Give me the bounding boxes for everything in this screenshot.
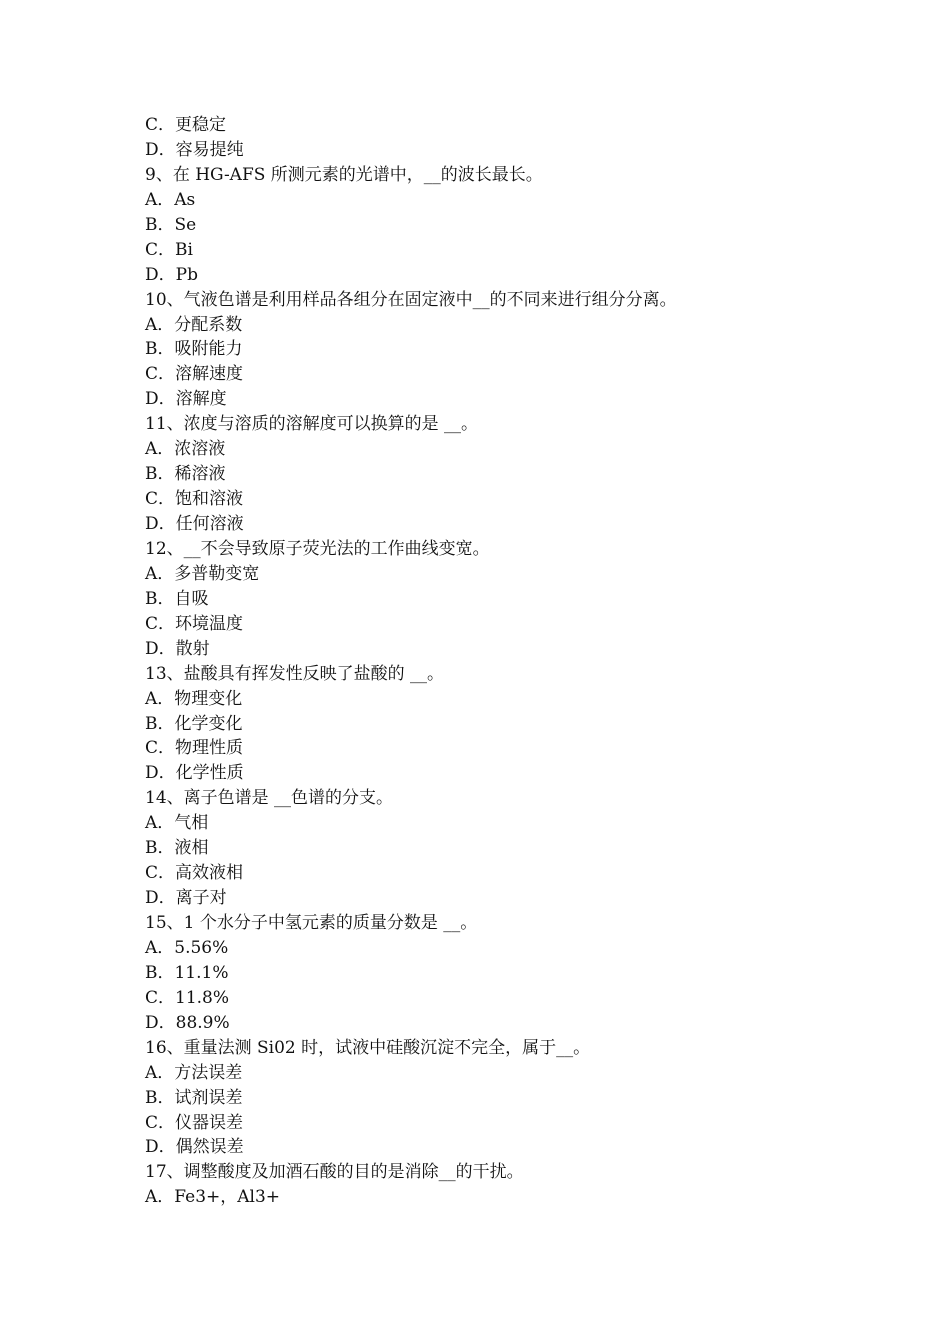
answer-option: B．液相 [145, 838, 209, 859]
answer-option: C．高效液相 [145, 863, 244, 884]
question-stem: 10、气液色谱是利用样品各组分在固定液中__的不同来进行组分分离。 [145, 289, 677, 310]
answer-option: A．As [145, 189, 196, 210]
question-stem: 14、离子色谱是 __色谱的分支。 [145, 788, 394, 809]
answer-option: D．溶解度 [145, 389, 227, 410]
answer-option: C．溶解速度 [145, 364, 244, 385]
answer-option: A．5.56% [145, 937, 229, 958]
answer-option: B．试剂误差 [145, 1087, 243, 1108]
answer-option: A．方法误差 [145, 1062, 243, 1083]
question-stem: 16、重量法测 Si02 时，试液中硅酸沉淀不完全，属于__。 [145, 1037, 591, 1058]
answer-option: C．11.8% [145, 987, 230, 1008]
answer-option: C．仪器误差 [145, 1112, 244, 1133]
question-list [145, 113, 845, 1210]
answer-option: D．化学性质 [145, 763, 244, 784]
answer-option: C．饱和溶液 [145, 489, 244, 510]
answer-option: D．Pb [145, 264, 198, 285]
answer-option: D．任何溶液 [145, 514, 244, 534]
answer-option: D．偶然误差 [145, 1137, 244, 1158]
answer-option: A．浓溶液 [145, 439, 226, 460]
question-stem: 13、盐酸具有挥发性反映了盐酸的 __。 [145, 663, 445, 684]
answer-option: C．环境温度 [145, 613, 244, 634]
answer-option: B．自吸 [145, 588, 209, 609]
answer-option: C．物理性质 [145, 738, 244, 759]
answer-option: B．吸附能力 [145, 339, 243, 360]
question-stem: 12、__不会导致原子荧光法的工作曲线变宽。 [145, 538, 490, 559]
answer-option: B．化学变化 [145, 713, 243, 734]
answer-option: A．气相 [145, 813, 209, 834]
answer-option: A．多普勒变宽 [145, 563, 260, 584]
answer-option: D．散射 [145, 638, 210, 659]
answer-option: A．物理变化 [145, 688, 243, 709]
answer-option: B．Se [145, 214, 197, 235]
answer-option: B．稀溶液 [145, 464, 226, 485]
answer-option: C．更稳定 [145, 115, 227, 135]
answer-option: D．离子对 [145, 888, 227, 909]
answer-option: D．88.9% [145, 1012, 230, 1033]
answer-option: D．容易提纯 [145, 139, 244, 160]
question-stem: 15、1 个水分子中氢元素的质量分数是 __。 [145, 913, 478, 933]
question-stem: 11、浓度与溶质的溶解度可以换算的是 __。 [145, 414, 479, 435]
question-stem: 17、调整酸度及加酒石酸的目的是消除__的干扰。 [145, 1162, 524, 1183]
answer-option: A．Fe3+，Al3+ [145, 1187, 281, 1208]
question-stem: 9、在 HG-AFS 所测元素的光谱中，__的波长最长。 [145, 164, 543, 185]
answer-option: B．11.1% [145, 962, 229, 983]
answer-option: C．Bi [145, 239, 193, 260]
answer-option: A．分配系数 [145, 314, 243, 335]
